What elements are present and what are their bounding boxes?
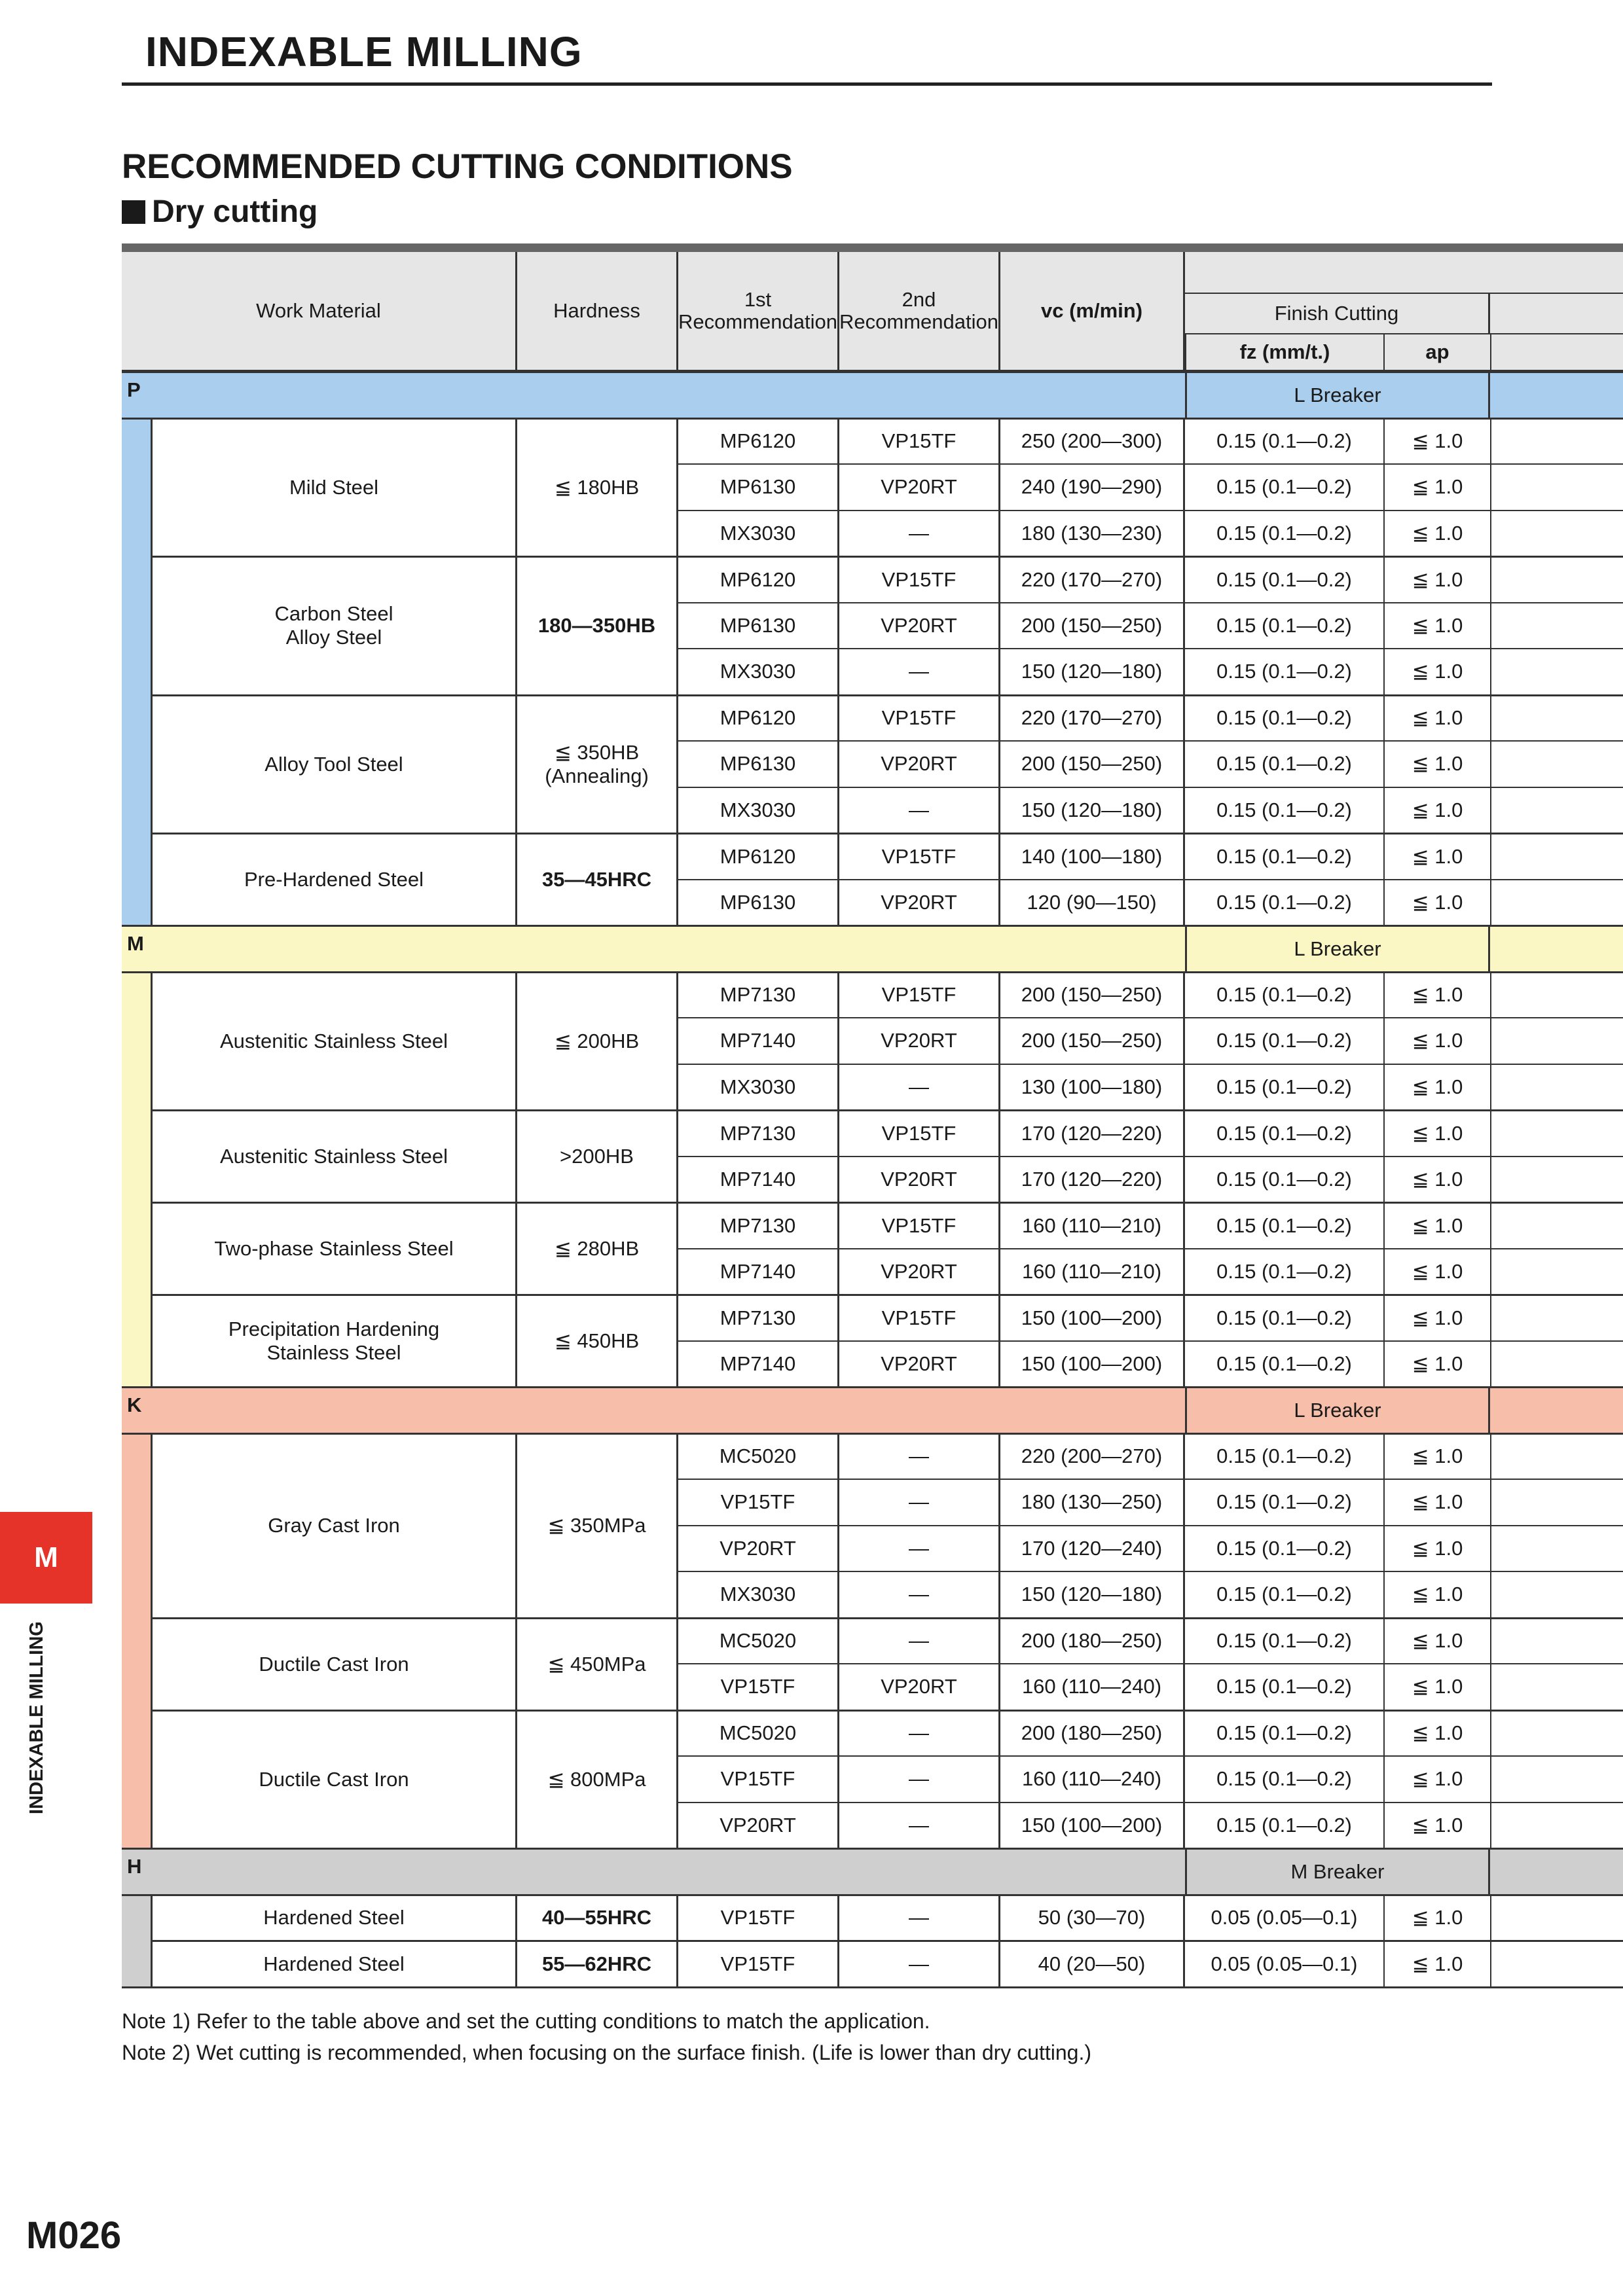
- header-1st-recommendation-line-1: 1st: [744, 288, 772, 311]
- second-recommendation: VP15TF: [839, 418, 1000, 464]
- row-end: [1490, 510, 1623, 556]
- group-breaker: L Breaker: [1185, 371, 1490, 418]
- row-end: [1490, 1064, 1623, 1110]
- feed-per-tooth: 0.15 (0.1—0.2): [1185, 1202, 1383, 1248]
- row-end: [1490, 602, 1623, 649]
- second-recommendation: —: [839, 1802, 1000, 1848]
- cutting-speed: 160 (110—240): [1000, 1755, 1185, 1802]
- depth-of-cut: ≦ 1.0: [1383, 1109, 1490, 1156]
- feed-per-tooth: 0.15 (0.1—0.2): [1185, 1802, 1383, 1848]
- depth-of-cut: ≦ 1.0: [1383, 418, 1490, 464]
- second-recommendation: VP20RT: [839, 1156, 1000, 1202]
- subsection-title: [122, 194, 318, 230]
- depth-of-cut: ≦ 1.0: [1383, 1064, 1490, 1110]
- first-recommendation: MP7130: [678, 1294, 839, 1340]
- group-breaker: M Breaker: [1185, 1848, 1490, 1894]
- feed-per-tooth: 0.15 (0.1—0.2): [1185, 879, 1383, 925]
- row-end: [1490, 1433, 1623, 1479]
- second-recommendation: —: [839, 1755, 1000, 1802]
- depth-of-cut: ≦ 1.0: [1383, 971, 1490, 1018]
- first-recommendation: MX3030: [678, 1571, 839, 1617]
- feed-per-tooth: 0.15 (0.1—0.2): [1185, 1571, 1383, 1617]
- group-code-p: P: [122, 371, 1185, 418]
- row-end: [1490, 1894, 1623, 1941]
- section-title: RECOMMENDED CUTTING CONDITIONS: [122, 147, 793, 186]
- feed-per-tooth: 0.15 (0.1—0.2): [1185, 1617, 1383, 1664]
- first-recommendation: MP6120: [678, 833, 839, 879]
- section-tab[interactable]: M: [0, 1512, 92, 1604]
- work-material-name: Ductile Cast Iron: [151, 1710, 517, 1848]
- first-recommendation: MP7130: [678, 971, 839, 1018]
- row-end: [1490, 1202, 1623, 1248]
- group-band-end: [1490, 1848, 1623, 1894]
- hardness-value: ≦ 280HB: [517, 1202, 678, 1294]
- second-recommendation: —: [839, 1064, 1000, 1110]
- depth-of-cut: ≦ 1.0: [1383, 510, 1490, 556]
- row-end: [1490, 1340, 1623, 1387]
- header-2nd-recommendation-line-1: 2nd: [902, 288, 936, 311]
- header-hardness: Hardness: [517, 252, 678, 371]
- header-rule: [122, 82, 1492, 86]
- cutting-speed: 200 (150—250): [1000, 740, 1185, 787]
- cutting-speed: 170 (120—220): [1000, 1109, 1185, 1156]
- row-end: [1490, 418, 1623, 464]
- depth-of-cut: ≦ 1.0: [1383, 879, 1490, 925]
- second-recommendation: VP20RT: [839, 740, 1000, 787]
- second-recommendation: —: [839, 510, 1000, 556]
- depth-of-cut: ≦ 1.0: [1383, 1710, 1490, 1756]
- first-recommendation: MP7140: [678, 1340, 839, 1387]
- row-end: [1490, 1156, 1623, 1202]
- feed-per-tooth: 0.15 (0.1—0.2): [1185, 648, 1383, 694]
- first-recommendation: VP15TF: [678, 1663, 839, 1710]
- depth-of-cut: ≦ 1.0: [1383, 1017, 1490, 1064]
- square-bullet-icon: [122, 200, 145, 224]
- header-2nd-recommendation-line-2: Recommendation: [839, 310, 998, 333]
- depth-of-cut: ≦ 1.0: [1383, 1479, 1490, 1525]
- feed-per-tooth: 0.15 (0.1—0.2): [1185, 602, 1383, 649]
- row-end: [1490, 1248, 1623, 1295]
- cutting-speed: 150 (100—200): [1000, 1802, 1185, 1848]
- feed-per-tooth: 0.15 (0.1—0.2): [1185, 740, 1383, 787]
- first-recommendation: MC5020: [678, 1617, 839, 1664]
- table-bottom-rule: [122, 1986, 1623, 1988]
- hardness-value-line-1: ≦ 350HB: [554, 740, 640, 764]
- first-recommendation: MX3030: [678, 648, 839, 694]
- work-material-name: [151, 556, 517, 694]
- work-material-name: Gray Cast Iron: [151, 1433, 517, 1617]
- feed-per-tooth: 0.15 (0.1—0.2): [1185, 1109, 1383, 1156]
- hardness-value: 35—45HRC: [517, 833, 678, 925]
- row-end: [1490, 1663, 1623, 1710]
- work-material-name-line-1: Precipitation Hardening: [228, 1318, 440, 1340]
- feed-per-tooth: 0.15 (0.1—0.2): [1185, 1479, 1383, 1525]
- group-band-end: [1490, 1386, 1623, 1433]
- group-code-h: H: [122, 1848, 1185, 1894]
- hardness-value: 55—62HRC: [517, 1940, 678, 1986]
- header-blank: [1185, 252, 1623, 293]
- subsection-label: Dry cutting: [152, 194, 318, 229]
- second-recommendation: —: [839, 1433, 1000, 1479]
- hardness-value: ≦ 450MPa: [517, 1617, 678, 1710]
- feed-per-tooth: 0.15 (0.1—0.2): [1185, 833, 1383, 879]
- cutting-speed: 150 (120—180): [1000, 787, 1185, 833]
- row-end: [1490, 648, 1623, 694]
- first-recommendation: MP6130: [678, 463, 839, 510]
- depth-of-cut: ≦ 1.0: [1383, 1294, 1490, 1340]
- work-material-name: Hardened Steel: [151, 1894, 517, 1941]
- depth-of-cut: ≦ 1.0: [1383, 1894, 1490, 1941]
- depth-of-cut: ≦ 1.0: [1383, 1340, 1490, 1387]
- first-recommendation: VP15TF: [678, 1894, 839, 1941]
- first-recommendation: MP7140: [678, 1156, 839, 1202]
- work-material-name-line-1: Carbon Steel: [274, 602, 393, 626]
- hardness-value: 180—350HB: [517, 556, 678, 694]
- feed-per-tooth: 0.15 (0.1—0.2): [1185, 463, 1383, 510]
- first-recommendation: VP20RT: [678, 1802, 839, 1848]
- group-breaker: L Breaker: [1185, 1386, 1490, 1433]
- hardness-value: [517, 694, 678, 833]
- first-recommendation: MC5020: [678, 1710, 839, 1756]
- row-end: [1490, 1479, 1623, 1525]
- row-end: [1490, 556, 1623, 602]
- cutting-speed: 150 (120—180): [1000, 648, 1185, 694]
- group-code-m: M: [122, 925, 1185, 971]
- first-recommendation: MP7130: [678, 1109, 839, 1156]
- header-ap: ap: [1383, 333, 1490, 371]
- cutting-speed: 50 (30—70): [1000, 1894, 1185, 1941]
- cutting-speed: 160 (110—210): [1000, 1202, 1185, 1248]
- feed-per-tooth: 0.15 (0.1—0.2): [1185, 1248, 1383, 1295]
- row-end: [1490, 1710, 1623, 1756]
- depth-of-cut: ≦ 1.0: [1383, 1248, 1490, 1295]
- second-recommendation: —: [839, 648, 1000, 694]
- second-recommendation: VP15TF: [839, 1294, 1000, 1340]
- feed-per-tooth: 0.05 (0.05—0.1): [1185, 1940, 1383, 1986]
- row-end: [1490, 1940, 1623, 1986]
- row-end: [1490, 1617, 1623, 1664]
- first-recommendation: MP6130: [678, 602, 839, 649]
- feed-per-tooth: 0.15 (0.1—0.2): [1185, 1340, 1383, 1387]
- depth-of-cut: ≦ 1.0: [1383, 1525, 1490, 1571]
- hardness-value: 40—55HRC: [517, 1894, 678, 1941]
- feed-per-tooth: 0.05 (0.05—0.1): [1185, 1894, 1383, 1941]
- hardness-value: ≦ 800MPa: [517, 1710, 678, 1848]
- depth-of-cut: ≦ 1.0: [1383, 1663, 1490, 1710]
- first-recommendation: VP15TF: [678, 1479, 839, 1525]
- feed-per-tooth: 0.15 (0.1—0.2): [1185, 556, 1383, 602]
- hardness-value: ≦ 350MPa: [517, 1433, 678, 1617]
- page-number: M026: [26, 2214, 122, 2257]
- work-material-name: Hardened Steel: [151, 1940, 517, 1986]
- cutting-speed: 180 (130—230): [1000, 510, 1185, 556]
- hardness-value: ≦ 180HB: [517, 418, 678, 556]
- hardness-value: ≦ 450HB: [517, 1294, 678, 1386]
- group-color-strip: [122, 1433, 151, 1848]
- work-material-name: [151, 1294, 517, 1386]
- group-code-k: K: [122, 1386, 1185, 1433]
- row-end: [1490, 833, 1623, 879]
- first-recommendation: VP20RT: [678, 1525, 839, 1571]
- row-end: [1490, 694, 1623, 741]
- second-recommendation: —: [839, 1525, 1000, 1571]
- depth-of-cut: ≦ 1.0: [1383, 1433, 1490, 1479]
- cutting-speed: 40 (20—50): [1000, 1940, 1185, 1986]
- header-fz: fz (mm/t.): [1185, 333, 1383, 371]
- row-end: [1490, 463, 1623, 510]
- cutting-speed: 220 (200—270): [1000, 1433, 1185, 1479]
- feed-per-tooth: 0.15 (0.1—0.2): [1185, 418, 1383, 464]
- cutting-speed: 140 (100—180): [1000, 833, 1185, 879]
- row-end: [1490, 1571, 1623, 1617]
- cutting-speed: 220 (170—270): [1000, 694, 1185, 741]
- row-end: [1490, 740, 1623, 787]
- second-recommendation: VP15TF: [839, 556, 1000, 602]
- cutting-speed: 120 (90—150): [1000, 879, 1185, 925]
- depth-of-cut: ≦ 1.0: [1383, 556, 1490, 602]
- row-end: [1490, 1294, 1623, 1340]
- feed-per-tooth: 0.15 (0.1—0.2): [1185, 1663, 1383, 1710]
- first-recommendation: MP7140: [678, 1248, 839, 1295]
- row-end: [1490, 1755, 1623, 1802]
- work-material-name: Pre-Hardened Steel: [151, 833, 517, 925]
- cutting-speed: 220 (170—270): [1000, 556, 1185, 602]
- cutting-speed: 240 (190—290): [1000, 463, 1185, 510]
- note-1: Note 1) Refer to the table above and set the cutting conditions to match the application.: [122, 2009, 930, 2033]
- second-recommendation: VP20RT: [839, 1248, 1000, 1295]
- row-end: [1490, 787, 1623, 833]
- work-material-name: Mild Steel: [151, 418, 517, 556]
- second-recommendation: —: [839, 1617, 1000, 1664]
- header-1st-recommendation: [678, 252, 839, 371]
- second-recommendation: VP15TF: [839, 1202, 1000, 1248]
- cutting-speed: 150 (100—200): [1000, 1340, 1185, 1387]
- cutting-speed: 160 (110—210): [1000, 1248, 1185, 1295]
- group-color-strip: [122, 418, 151, 925]
- feed-per-tooth: 0.15 (0.1—0.2): [1185, 1294, 1383, 1340]
- depth-of-cut: ≦ 1.0: [1383, 602, 1490, 649]
- feed-per-tooth: 0.15 (0.1—0.2): [1185, 1017, 1383, 1064]
- group-color-strip: [122, 1894, 151, 1986]
- first-recommendation: MX3030: [678, 787, 839, 833]
- cutting-speed: 170 (120—240): [1000, 1525, 1185, 1571]
- second-recommendation: —: [839, 1894, 1000, 1941]
- second-recommendation: —: [839, 1571, 1000, 1617]
- feed-per-tooth: 0.15 (0.1—0.2): [1185, 1433, 1383, 1479]
- row-end: [1490, 1109, 1623, 1156]
- cutting-speed: 170 (120—220): [1000, 1156, 1185, 1202]
- depth-of-cut: ≦ 1.0: [1383, 1617, 1490, 1664]
- header-work-material: Work Material: [122, 252, 517, 371]
- depth-of-cut: ≦ 1.0: [1383, 1755, 1490, 1802]
- row-end: [1490, 879, 1623, 925]
- row-end: [1490, 1525, 1623, 1571]
- header-1st-recommendation-line-2: Recommendation: [678, 310, 837, 333]
- second-recommendation: VP15TF: [839, 833, 1000, 879]
- feed-per-tooth: 0.15 (0.1—0.2): [1185, 1710, 1383, 1756]
- second-recommendation: —: [839, 1710, 1000, 1756]
- depth-of-cut: ≦ 1.0: [1383, 1802, 1490, 1848]
- first-recommendation: VP15TF: [678, 1940, 839, 1986]
- depth-of-cut: ≦ 1.0: [1383, 1940, 1490, 1986]
- work-material-name: Austenitic Stainless Steel: [151, 971, 517, 1110]
- work-material-name: Ductile Cast Iron: [151, 1617, 517, 1710]
- group-band-end: [1490, 925, 1623, 971]
- first-recommendation: MP6130: [678, 740, 839, 787]
- work-material-name-line-2: Stainless Steel: [266, 1341, 401, 1364]
- second-recommendation: —: [839, 1940, 1000, 1986]
- feed-per-tooth: 0.15 (0.1—0.2): [1185, 1755, 1383, 1802]
- depth-of-cut: ≦ 1.0: [1383, 694, 1490, 741]
- row-end: [1490, 1017, 1623, 1064]
- header-blank-2: [1490, 293, 1623, 333]
- header-vc: vc (m/min): [1000, 252, 1185, 371]
- note-2: Note 2) Wet cutting is recommended, when focusing on the surface finish. (Life is lower than dry cutting.): [122, 2041, 1092, 2064]
- depth-of-cut: ≦ 1.0: [1383, 833, 1490, 879]
- second-recommendation: VP20RT: [839, 463, 1000, 510]
- hardness-value: >200HB: [517, 1109, 678, 1202]
- second-recommendation: VP15TF: [839, 971, 1000, 1018]
- cutting-speed: 200 (150—250): [1000, 602, 1185, 649]
- first-recommendation: MX3030: [678, 510, 839, 556]
- second-recommendation: VP15TF: [839, 694, 1000, 741]
- first-recommendation: MP6120: [678, 694, 839, 741]
- row-end: [1490, 971, 1623, 1018]
- cutting-speed: 200 (180—250): [1000, 1617, 1185, 1664]
- first-recommendation: MP7140: [678, 1017, 839, 1064]
- group-color-strip: [122, 971, 151, 1387]
- header-blank-3: [1490, 333, 1623, 371]
- depth-of-cut: ≦ 1.0: [1383, 740, 1490, 787]
- feed-per-tooth: 0.15 (0.1—0.2): [1185, 971, 1383, 1018]
- cutting-speed: 180 (130—250): [1000, 1479, 1185, 1525]
- group-breaker: L Breaker: [1185, 925, 1490, 971]
- cutting-speed: 160 (110—240): [1000, 1663, 1185, 1710]
- cutting-speed: 200 (150—250): [1000, 1017, 1185, 1064]
- second-recommendation: VP20RT: [839, 602, 1000, 649]
- table-top-bar: [122, 243, 1623, 252]
- feed-per-tooth: 0.15 (0.1—0.2): [1185, 510, 1383, 556]
- depth-of-cut: ≦ 1.0: [1383, 1571, 1490, 1617]
- hardness-value-line-2: (Annealing): [545, 764, 649, 787]
- first-recommendation: MX3030: [678, 1064, 839, 1110]
- hardness-value: ≦ 200HB: [517, 971, 678, 1110]
- second-recommendation: VP20RT: [839, 879, 1000, 925]
- depth-of-cut: ≦ 1.0: [1383, 1202, 1490, 1248]
- first-recommendation: MP7130: [678, 1202, 839, 1248]
- cutting-speed: 130 (100—180): [1000, 1064, 1185, 1110]
- work-material-name-line-2: Alloy Steel: [285, 626, 382, 649]
- second-recommendation: VP20RT: [839, 1340, 1000, 1387]
- group-band-end: [1490, 371, 1623, 418]
- first-recommendation: MP6130: [678, 879, 839, 925]
- row-end: [1490, 1802, 1623, 1848]
- work-material-name: Austenitic Stainless Steel: [151, 1109, 517, 1202]
- side-label: INDEXABLE MILLING: [26, 1621, 47, 1814]
- cutting-speed: 200 (180—250): [1000, 1710, 1185, 1756]
- first-recommendation: MP6120: [678, 556, 839, 602]
- header-2nd-recommendation: [839, 252, 1000, 371]
- header-finish-cutting: Finish Cutting: [1185, 293, 1490, 333]
- feed-per-tooth: 0.15 (0.1—0.2): [1185, 1064, 1383, 1110]
- second-recommendation: VP15TF: [839, 1109, 1000, 1156]
- first-recommendation: MP6120: [678, 418, 839, 464]
- work-material-name: Two-phase Stainless Steel: [151, 1202, 517, 1294]
- cutting-speed: 200 (150—250): [1000, 971, 1185, 1018]
- first-recommendation: VP15TF: [678, 1755, 839, 1802]
- second-recommendation: —: [839, 1479, 1000, 1525]
- feed-per-tooth: 0.15 (0.1—0.2): [1185, 1156, 1383, 1202]
- page-header-title: INDEXABLE MILLING: [145, 28, 583, 75]
- feed-per-tooth: 0.15 (0.1—0.2): [1185, 694, 1383, 741]
- cutting-speed: 250 (200—300): [1000, 418, 1185, 464]
- first-recommendation: MC5020: [678, 1433, 839, 1479]
- depth-of-cut: ≦ 1.0: [1383, 1156, 1490, 1202]
- depth-of-cut: ≦ 1.0: [1383, 648, 1490, 694]
- second-recommendation: —: [839, 787, 1000, 833]
- second-recommendation: VP20RT: [839, 1663, 1000, 1710]
- depth-of-cut: ≦ 1.0: [1383, 787, 1490, 833]
- work-material-name: Alloy Tool Steel: [151, 694, 517, 833]
- feed-per-tooth: 0.15 (0.1—0.2): [1185, 787, 1383, 833]
- depth-of-cut: ≦ 1.0: [1383, 463, 1490, 510]
- cutting-conditions-table: [122, 252, 1623, 1988]
- cutting-speed: 150 (120—180): [1000, 1571, 1185, 1617]
- cutting-speed: 150 (100—200): [1000, 1294, 1185, 1340]
- feed-per-tooth: 0.15 (0.1—0.2): [1185, 1525, 1383, 1571]
- second-recommendation: VP20RT: [839, 1017, 1000, 1064]
